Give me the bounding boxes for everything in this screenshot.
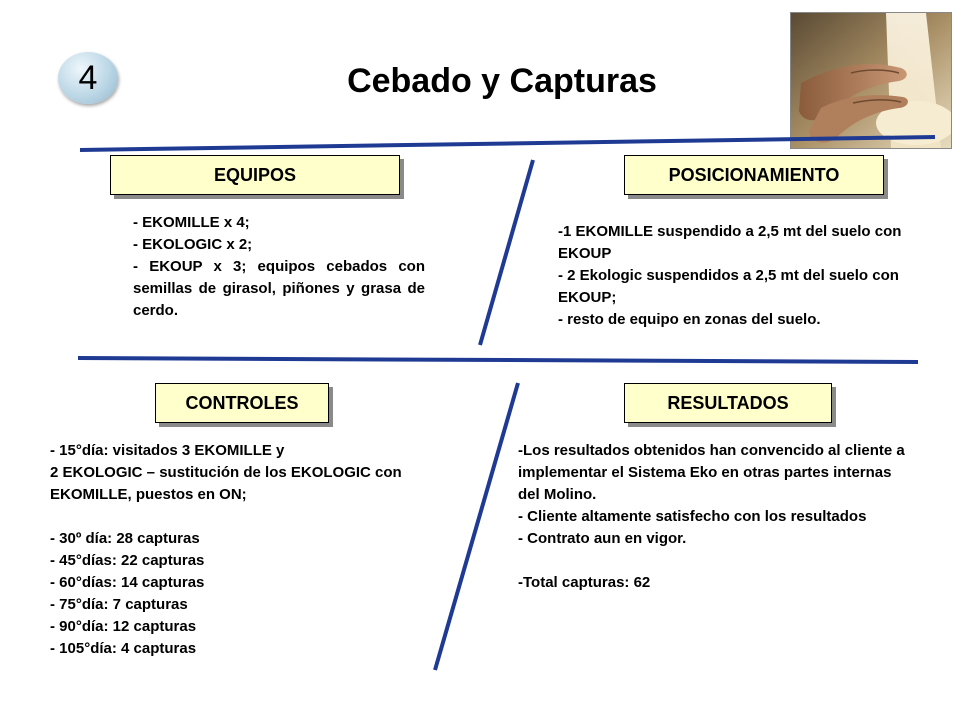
equipos-heading-box	[110, 155, 400, 195]
top-divider	[80, 137, 935, 150]
equipos-heading: EQUIPOS	[213, 164, 297, 185]
resultados-heading-box	[624, 383, 832, 423]
posicionamiento-line: -1 EKOMILLE suspendido a 2,5 mt del suelo con EKOUP	[558, 223, 902, 262]
slide-title: Cebado y Capturas	[347, 62, 657, 100]
posicionamiento-heading-box	[624, 155, 884, 195]
controles-line: - 60°días: 14 capturas	[50, 574, 205, 591]
resultados-heading: RESULTADOS	[667, 392, 789, 413]
resultados-line: - Cliente altamente satisfecho con los resultados	[518, 508, 867, 525]
equipos-line: - EKOMILLE x 4;	[133, 214, 250, 231]
slide-number: 4	[78, 58, 98, 97]
controles-heading: CONTROLES	[185, 392, 299, 413]
posicionamiento-heading: POSICIONAMIENTO	[668, 164, 840, 185]
resultados-line: -Los resultados obtenidos han convencido al cliente a implementar el Sistema Eko en otras partes internas del Molino.	[518, 442, 905, 503]
controles-line: - 45°días: 22 capturas	[50, 552, 205, 569]
controles-line: - 15°día: visitados 3 EKOMILLE y	[50, 442, 285, 459]
posicionamiento-line: - resto de equipo en zonas del suelo.	[558, 311, 821, 328]
posicionamiento-line: - 2 Ekologic suspendidos a 2,5 mt del suelo con EKOUP;	[558, 267, 899, 306]
controles-spacer	[50, 506, 460, 528]
resultados-line: - Contrato aun en vigor.	[518, 530, 687, 547]
controles-line: - 75°día: 7 capturas	[50, 596, 188, 613]
posicionamiento-text	[558, 221, 908, 331]
controles-line: - 90°día: 12 capturas	[50, 618, 197, 635]
equipos-line: - EKOUP x 3; equipos cebados con semillas de girasol, piñones y grasa de cerdo.	[133, 258, 425, 319]
resultados-line: -Total capturas: 62	[518, 574, 651, 591]
equipos-line: - EKOLOGIC x 2;	[133, 236, 253, 253]
controles-line: 2 EKOLOGIC – sustitución de los EKOLOGIC con EKOMILLE, puestos en ON;	[50, 464, 402, 503]
controles-line: - 30º día: 28 capturas	[50, 530, 200, 547]
resultados-text	[518, 440, 910, 594]
controles-heading-box	[155, 383, 329, 423]
controles-text	[50, 440, 460, 660]
resultados-spacer	[518, 550, 910, 572]
middle-divider	[78, 358, 918, 362]
controles-line: - 105°día: 4 capturas	[50, 640, 197, 657]
upper-diagonal	[480, 160, 533, 345]
equipos-text	[133, 212, 425, 322]
